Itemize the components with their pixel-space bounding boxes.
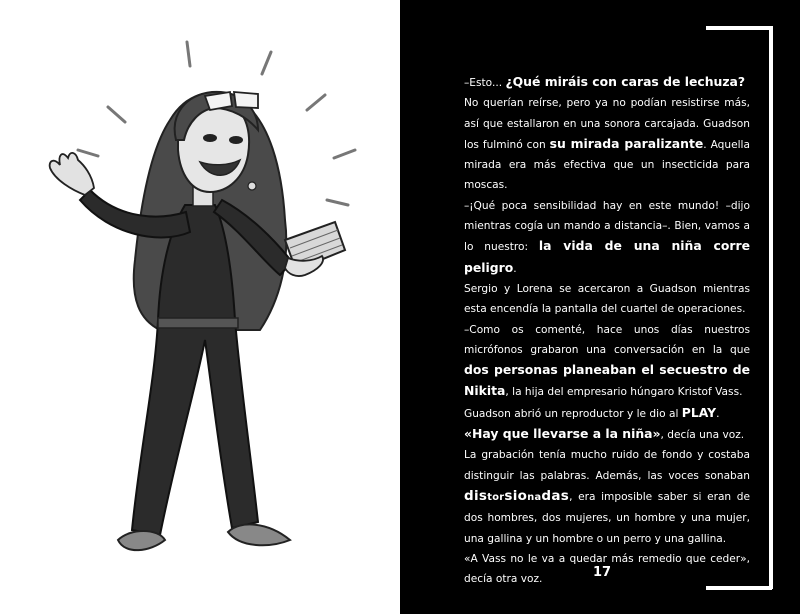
shoe-left	[118, 531, 165, 550]
distorted-part: sio	[504, 487, 528, 504]
earring	[248, 182, 256, 190]
distorted-part: tor	[487, 491, 505, 503]
paragraph	[464, 320, 750, 403]
page-number: 17	[592, 565, 612, 580]
bold-text: PLAY	[681, 404, 717, 420]
eye-right	[229, 136, 243, 144]
paragraph	[464, 445, 750, 548]
text-span: –¡Qué poca sensibilidad hay en este mundo! –dijo mientras cogía un mando a distancia–. Bien, vamos a lo nuestro:	[464, 199, 750, 254]
text-span: , la hija del empresario húngaro Kristof Vass.	[505, 386, 743, 399]
bold-text: la vida de una niña corre peligro	[464, 238, 751, 275]
text-span: «A Vass no le va a quedar más remedio que ceder», decía otra voz.	[464, 552, 750, 586]
shoe-right	[228, 524, 290, 545]
paragraph	[464, 279, 750, 320]
bold-text: dos personas planeaban el secuestro de Nikita	[464, 362, 750, 399]
eye-left	[203, 134, 217, 142]
text-span: La grabación tenía mucho ruido de fondo y costaba distinguir las palabras. Además, las voces sonaban	[464, 449, 750, 482]
paragraph	[464, 424, 750, 445]
distorted-part: na	[527, 491, 542, 503]
page-frame-side	[769, 26, 773, 589]
text-span: . Aquella mirada era más efectiva que un insecticida para moscas.	[464, 138, 750, 192]
text-span: –Como os comenté, hace unos días nuestros micrófonos grabaron una conversación en la que	[464, 323, 750, 356]
paragraph	[464, 93, 750, 195]
text-span: .	[716, 407, 720, 420]
paragraph	[464, 72, 750, 93]
distorted-part: dis	[464, 487, 488, 504]
text-span: –Esto...	[464, 77, 506, 89]
text-span: No querían reírse, pero ya no podían resistirse más, así que estallaron en una sonora carcajada. Guadson los fulminó con	[464, 97, 750, 151]
distorted-part: das	[541, 487, 570, 504]
text-span: Sergio y Lorena se acercaron a Guadson mientras esta encendía la pantalla del cuartel de operaciones.	[464, 282, 750, 316]
bold-text: «Hay que llevarse a la niña»	[464, 426, 661, 442]
bold-text: ¿Qué miráis con caras de lechuza?	[505, 74, 746, 89]
body-text	[464, 72, 750, 589]
text-span: .	[513, 262, 517, 275]
belt	[158, 318, 238, 328]
text-span: , decía una voz.	[660, 429, 745, 442]
bold-text: su mirada paralizante	[549, 135, 704, 151]
left-hand	[50, 153, 94, 195]
text-span: Guadson abrió un reproductor y le dio al	[464, 407, 682, 420]
text-span: , era imposible saber si eran de dos hombres, dos mujeres, un hombre y una mujer, una gallina y un hombre o un perro y una gallina.	[464, 490, 750, 545]
page-frame-top	[706, 26, 772, 30]
paragraph	[464, 403, 750, 424]
distorted-word	[464, 488, 569, 503]
paragraph	[464, 196, 750, 279]
